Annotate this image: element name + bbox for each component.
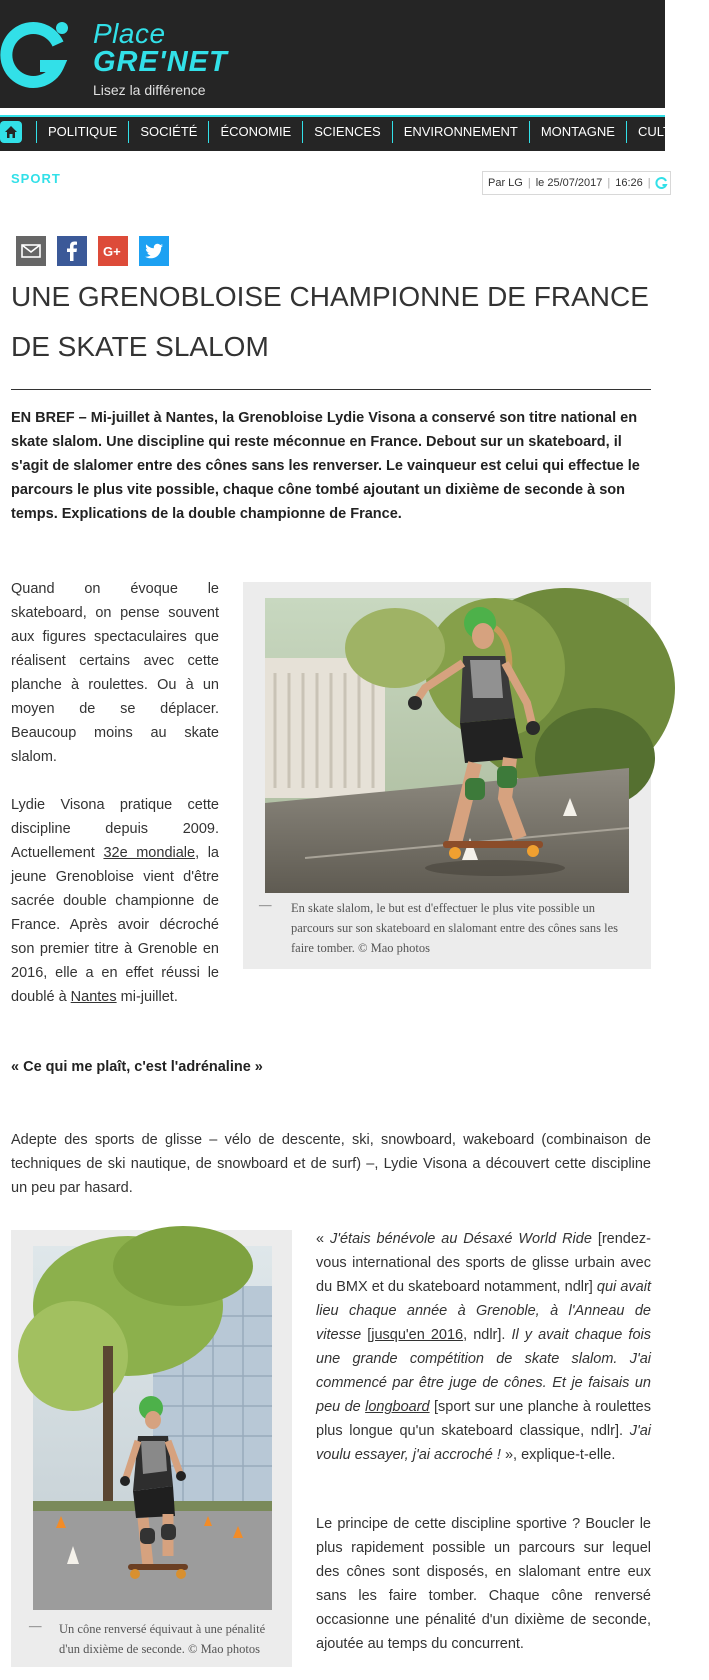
paragraph-2 — [11, 793, 219, 1009]
paragraph-5: Le principe de cette discipline sportive ? Boucler le plus rapidement possible un parcours sur lequel des cônes sont disposés, en slalomant entre eux sans les faire tomber. Chaque cône renversé occasionne une pénalité d'un dixième de seconde, ajoutée au temps du concurrent. — [316, 1516, 651, 1652]
link-32e-mondiale[interactable]: 32e mondiale — [103, 845, 196, 861]
link-nantes[interactable]: Nantes — [70, 989, 117, 1005]
meta-separator: | — [527, 177, 531, 189]
paragraph-4-text: , ndlr]. — [463, 1327, 512, 1343]
nav-item-montagne[interactable]: MONTAGNE — [529, 121, 626, 143]
facebook-icon — [57, 236, 87, 266]
paragraph-4-text: », explique-t-elle. — [500, 1447, 616, 1463]
author[interactable]: Par LG — [488, 177, 523, 189]
paragraph-4-text: [rendez-vous international des sports de glisse urbain avec du BMX et du skateboard notamment, ndlr] — [316, 1231, 652, 1295]
quote-text: J'étais bénévole au Désaxé World Ride — [329, 1231, 592, 1247]
share-twitter-button[interactable] — [139, 236, 169, 266]
nav-item-economie[interactable]: ÉCONOMIE — [208, 121, 302, 143]
skater-photo-image — [265, 598, 629, 893]
home-icon — [3, 124, 19, 140]
share-facebook-button[interactable] — [57, 236, 87, 266]
section-label[interactable]: SPORT — [11, 171, 61, 186]
photo-skater-1[interactable] — [265, 598, 629, 893]
article-lead: EN BREF – Mi-juillet à Nantes, la Grenobloise Lydie Visona a conservé son titre national en skate slalom. Une discipline qui reste méconnue en France. Debout sur un skateboard, il s'agit de slalomer entre des cônes sans les renverser. Le vainqueur est celui qui effectue le parcours le plus vite possible, chaque cône tombé ajoutant un dixième de seconde à son temps. Explications de la double championne de France. — [11, 410, 640, 522]
caption-2: Un cône renversé équivaut à une pénalité d'un dixième de seconde. © Mao photos — [59, 1622, 266, 1656]
paragraph-3: Adepte des sports de glisse – vélo de descente, ski, snowboard, wakeboard (combinaison de techniques de ski nautique, de snowboard et de surf) –, Lydie Visona a découvert cette discipline un peu par hasard. — [11, 1132, 651, 1196]
paragraph-2-text: Lydie Visona pratique cette discipline depuis 2009. Actuellement — [11, 797, 219, 861]
brand-tagline: Lisez la différence — [93, 82, 206, 98]
paragraph-4-text: [sport sur une planche à roulettes plus longue qu'un skateboard classique, ndlr]. — [316, 1399, 651, 1439]
quote-text: qui avait lieu chaque année à Grenoble, à l'Anneau de vitesse — [316, 1279, 651, 1343]
subheading-quote: « Ce qui me plaît, c'est l'adrénaline » — [11, 1059, 263, 1075]
nav-items — [36, 117, 709, 151]
paragraph-4-text: « — [316, 1231, 330, 1247]
mail-icon — [16, 236, 46, 266]
nav-item-culture[interactable]: CULTURE — [626, 121, 709, 143]
share-buttons — [16, 236, 180, 266]
link-longboard[interactable] — [365, 1399, 430, 1415]
caption-dash: — — [29, 1619, 42, 1633]
quote-text: Il y avait chaque fois une grande compétition de skate slalom. J'ai commencé par être juge de cônes. Et je faisais un peu de — [316, 1327, 651, 1415]
nav-item-politique[interactable]: POLITIQUE — [36, 121, 128, 143]
twitter-icon — [139, 236, 169, 266]
meta-separator: | — [607, 177, 611, 189]
link-jusquen-2016[interactable]: jusqu'en 2016 — [371, 1327, 464, 1343]
share-email-button[interactable] — [16, 236, 46, 266]
site-header — [0, 0, 665, 108]
skater-photo-2-image — [33, 1246, 272, 1610]
nav-item-environnement[interactable]: ENVIRONNEMENT — [392, 121, 529, 143]
brand-place[interactable]: Place — [93, 18, 166, 49]
paragraph-4-text: [ — [361, 1327, 372, 1343]
photo-skater-2[interactable] — [33, 1246, 272, 1610]
caption-dash: — — [259, 898, 272, 912]
nav-item-societe[interactable]: SOCIÉTÉ — [128, 121, 208, 143]
publish-time: 16:26 — [615, 177, 643, 189]
paragraph-2-text: mi-juillet. — [116, 989, 178, 1005]
caption-1: En skate slalom, le but est d'effectuer le plus vite possible un parcours sur son skateboard en slalomant entre des cônes sans les faire tomber. © Mao photos — [291, 901, 618, 955]
meta-separator: | — [647, 177, 651, 189]
home-button[interactable] — [0, 121, 22, 143]
paragraph-1: Quand on évoque le skateboard, on pense souvent aux figures spectaculaires que réalisent certains avec cette planche à roulettes. Ou à un moyen de se déplacer. Beaucoup moins au skate slalom. — [11, 581, 219, 765]
article-title: UNE GRENOBLOISE CHAMPIONNE DE FRANCE DE SKATE SLALOM — [11, 281, 649, 362]
nav-item-sciences[interactable]: SCIENCES — [302, 121, 391, 143]
paragraph-2-text: , la jeune Grenobloise vient d'être sacrée double championne de France. Après avoir décroché son premier titre à Grenoble en 2016, elle a en effet réussi le doublé à — [11, 845, 219, 1005]
google-plus-icon — [98, 236, 128, 266]
brand-name[interactable]: GRE'NET — [93, 46, 228, 78]
figure-2 — [11, 1230, 292, 1667]
grenet-small-icon — [656, 177, 668, 189]
paragraph-4 — [316, 1227, 651, 1467]
grenet-logo-icon[interactable] — [0, 20, 70, 90]
publish-date: le 25/07/2017 — [535, 177, 603, 189]
share-googleplus-button[interactable] — [98, 236, 128, 266]
main-nav — [0, 115, 699, 151]
quote-text: J'ai voulu essayer, j'ai accroché ! — [316, 1423, 651, 1463]
svg-text:G+: G+ — [103, 244, 121, 259]
figure-1 — [243, 582, 651, 969]
article-meta — [482, 171, 671, 195]
link-longboard-text: longboard — [365, 1399, 430, 1415]
title-divider — [11, 389, 651, 390]
